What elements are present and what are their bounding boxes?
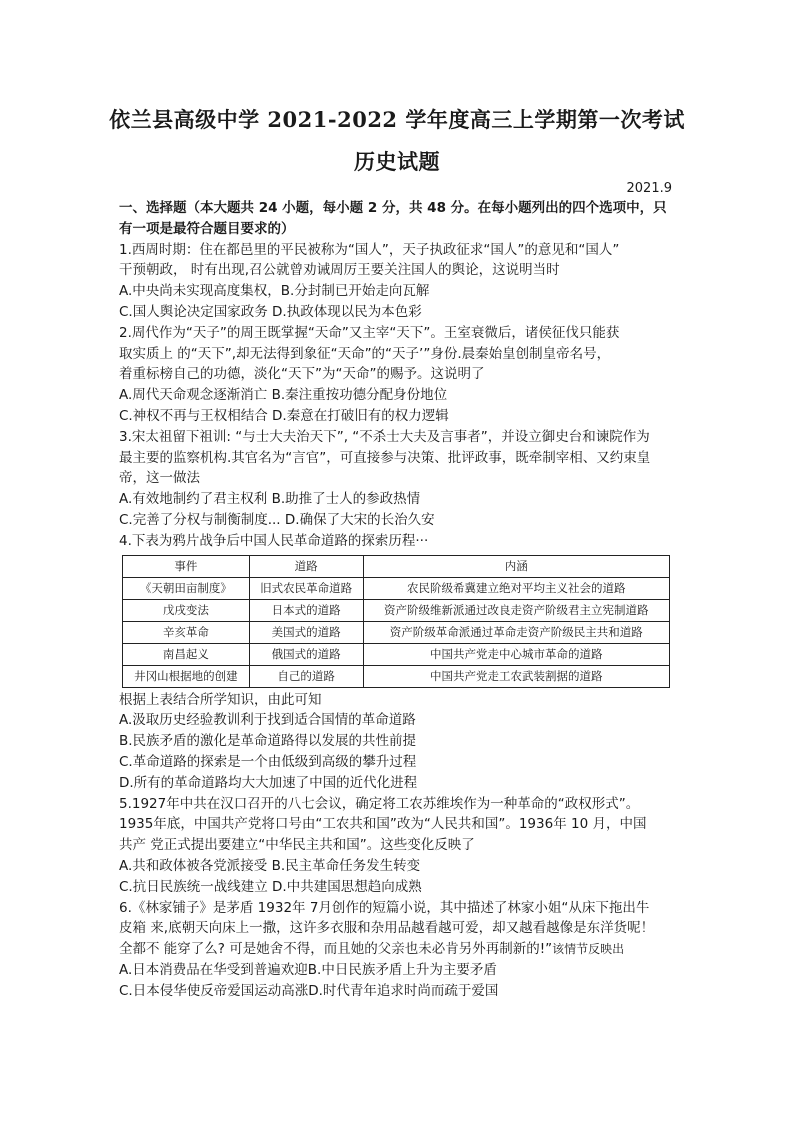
question-text: 着重标榜自己的功德，淡化“天下”为“天命”的赐予。这说明了 (119, 366, 485, 383)
question-text: 1935年底，中国共产党将口号由“工农共和国”改为“人民共和国”。1936年 10 月，中国 (119, 816, 647, 833)
table-row (123, 599, 670, 621)
table-cell: 农民阶级希冀建立绝对平均主义社会的道路 (363, 577, 670, 599)
question-1 (119, 240, 675, 323)
answer-options: C.完善了分权与制衡制度... D.确保了大宋的长治久安 (119, 511, 435, 528)
table-cell: 资产阶级革命派通过革命走资产阶级民主共和道路 (363, 621, 670, 643)
table-row (123, 665, 670, 687)
table-cell: 自己的道路 (249, 665, 363, 687)
table-cell: 《天朝田亩制度》 (123, 577, 250, 599)
table-cell: 辛亥革命 (123, 621, 250, 643)
table-header: 内涵 (363, 555, 670, 577)
answer-options: C.日本侵华使反帝爱国运动高涨D.时代青年追求时尚而疏于爱国 (119, 982, 499, 999)
section-heading: 一、选择题（本大题共 24 小题，每小题 2 分，共 48 分。在每小题列出的四个选项中，只 (119, 200, 667, 216)
table-cell: 南昌起义 (123, 643, 250, 665)
question-6 (119, 898, 675, 1002)
answer-option: A.汲取历史经验教训利于找到适合国情的革命道路 (119, 712, 416, 729)
table-row (123, 577, 670, 599)
table-cell: 中国共产党走工农武装割据的道路 (363, 665, 670, 687)
table-cell: 井冈山根据地的创建 (123, 665, 250, 687)
question-text-tail: 该情节反映出 (552, 942, 625, 957)
exam-subtitle: 历史试题 (354, 149, 440, 174)
table-cell: 旧式农民革命道路 (249, 577, 363, 599)
question-text: 根据上表结合所学知识，由此可知 (119, 691, 322, 708)
question-text: 干预朝政， 时有出现,召公就曾劝诫周厉王要关注国人的舆论，这说明当时 (119, 262, 560, 279)
answer-options: A.共和政体被各党派接受 B.民主革命任务发生转变 (119, 857, 421, 874)
question-text: 6.《林家铺子》是茅盾 1932年 7月创作的短篇小说，其中描述了林家小姐“从床下拖出牛 (119, 899, 650, 916)
question-text: 1.西周时期：住在都邑里的平民被称为“国人”，天子执政征求“国人”的意见和“国人” (119, 241, 620, 258)
question-text: 2.周代作为“天子”的周王既掌握“天命”又主宰“天下”。王室衰微后，诸侯征伐只能获 (119, 324, 620, 341)
table-row (123, 621, 670, 643)
question-text: 皮箱 来,底朝天向床上一撒，这许多衣服和杂用品越看越可爱，却又越看越像是东洋货呢！ (119, 920, 655, 937)
question-2 (119, 323, 675, 427)
table-header-row (123, 555, 670, 577)
section-heading-cont: 有一项是最符合题目要求的） (119, 220, 295, 237)
answer-options: C.抗日民族统一战线建立 D.中共建国思想趋向成熟 (119, 878, 422, 895)
question-3 (119, 427, 675, 531)
table-header: 事件 (123, 555, 250, 577)
table-cell: 中国共产党走中心城市革命的道路 (363, 643, 670, 665)
table-cell: 日本式的道路 (249, 599, 363, 621)
exam-date: 2021.9 (626, 181, 672, 196)
table-cell: 资产阶级维新派通过改良走资产阶级君主立宪制道路 (363, 599, 670, 621)
question-text: 5.1927年中共在汉口召开的八七会议，确定将工农苏维埃作为一种革命的“政权形式”。 (119, 795, 640, 812)
table-header: 道路 (249, 555, 363, 577)
question-4 (119, 531, 675, 794)
table-cell: 俄国式的道路 (249, 643, 363, 665)
answer-options: A.日本消费品在华受到普遍欢迎B.中日民族矛盾上升为主要矛盾 (119, 961, 497, 978)
answer-options: A.中央尚未实现高度集权，B.分封制已开始走向瓦解 (119, 283, 430, 300)
table-row (123, 643, 670, 665)
question-text (119, 939, 675, 960)
question-text: 共产 党正式提出要建立“中华民主共和国”。这些变化反映了 (119, 837, 475, 854)
question-text: 最主要的监察机构.其官名为“言官”，可直接参与决策、批评政事，既牵制宰相、又约束皇 (119, 449, 651, 466)
question-text: 取实质上 的“天下”,却无法得到象征“天命”的“天子’”身份.晨秦始皇创制皇帝名号， (119, 345, 611, 362)
exam-body (119, 198, 675, 1002)
table-cell: 戊戌变法 (123, 599, 250, 621)
answer-options: C.神权不再与王权相结合 D.秦意在打破旧有的权力逻辑 (119, 407, 449, 424)
answer-option: B.民族矛盾的激化是革命道路得以发展的共性前提 (119, 733, 417, 750)
answer-option: C.革命道路的探索是一个由低级到高级的攀升过程 (119, 753, 417, 770)
question-text: 帝，这一做法 (119, 470, 200, 487)
question-text-part: 全都不 能穿了么? 可是她舍不得，而且她的父亲也未必肯另外再制新的!” (119, 941, 553, 958)
answer-options: A.周代天命观念逐渐消亡 B.秦注重按功德分配身份地位 (119, 387, 448, 404)
answer-option: D.所有的革命道路均大大加速了中国的近代化进程 (119, 774, 418, 791)
history-table-wrap (122, 555, 675, 688)
answer-options: A.有效地制约了君主权利 B.助推了士人的参政热情 (119, 491, 421, 508)
history-table (122, 555, 670, 688)
question-text: 3.宋太祖留下祖训: “与士大夫治天下”, “不杀士大夫及言事者”，并设立御史台和谏院作为 (119, 428, 650, 445)
question-text: 4.下表为鸦片战争后中国人民革命道路的探索历程··· (119, 532, 429, 549)
answer-options: C.国人舆论决定国家政务 D.执政体现以民为本色彩 (119, 303, 422, 320)
table-cell: 美国式的道路 (249, 621, 363, 643)
exam-title: 依兰县高级中学 2021-2022 学年度高三上学期第一次考试 (109, 107, 685, 132)
question-5 (119, 794, 675, 898)
